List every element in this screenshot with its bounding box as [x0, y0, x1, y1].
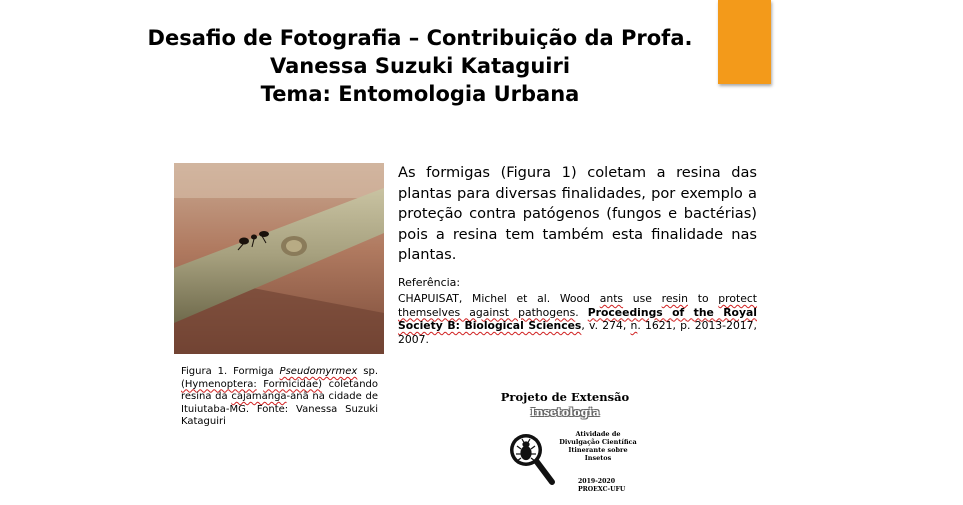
logo-line-1: Atividade de: [575, 430, 621, 438]
caption-plant: cajamanga: [231, 391, 287, 403]
title-line-3: Tema: Entomologia Urbana: [260, 82, 580, 106]
project-logo: [490, 388, 660, 500]
logo-title: Projeto de Extensão: [500, 390, 630, 404]
figure-caption: [181, 366, 378, 429]
ant-photo: [174, 163, 384, 354]
orange-accent-block: [718, 0, 771, 84]
title-line-2: Vanessa Suzuki Kataguiri: [269, 54, 571, 78]
slide-title: [120, 24, 720, 108]
title-line-1: Desafio de Fotografia – Contribuição da Profa.: [147, 26, 693, 50]
caption-text-2: -anã na cidade de Ituiutaba-MG. Fonte: Vanessa Suzuki Kataguiri: [181, 391, 378, 428]
logo-footer: [578, 478, 625, 494]
caption-family: Formicidae): [263, 378, 323, 390]
logo-subtitle: Insetologia: [530, 406, 600, 419]
ref-protect: protect: [718, 292, 758, 305]
caption-prefix: Figura 1. Formiga: [181, 366, 280, 377]
magnifier-beetle-icon: [506, 430, 556, 490]
ref-pages: . 1621, p. 2013-2017, 2007.: [398, 319, 757, 346]
ref-ants: ants: [599, 292, 624, 305]
logo-line-2: Divulgação Científica: [559, 438, 637, 446]
logo-line-3: Itinerante sobre: [568, 446, 628, 454]
caption-species: Pseudomyrmex: [279, 366, 358, 377]
caption-text-1: coletando resina da: [181, 378, 378, 403]
ref-journal: Proceedings of the Royal Society B: Biological Sciences: [398, 305, 757, 333]
ref-resin: resin: [661, 292, 688, 305]
ref-number-abbrev: n: [630, 319, 638, 333]
reference-text: [398, 292, 757, 346]
caption-order: (Hymenoptera:: [181, 378, 257, 390]
logo-line-4: Insetos: [584, 454, 612, 462]
logo-years: 2019-2020: [578, 478, 616, 485]
ref-use: use: [623, 292, 662, 305]
ref-to: to: [687, 292, 719, 305]
ref-themselves: themselves against pathogens: [398, 305, 576, 319]
logo-org: PROEXC-UFU: [578, 486, 626, 493]
reference-label: Referência:: [398, 276, 461, 289]
body-paragraph: As formigas (Figura 1) coletam a resina das plantas para diversas finalidades, por exemplo a proteção contra patógenos (fungos e bactérias) pois a resina tem também esta finalidade nas plantas.: [398, 164, 757, 263]
caption-sp: sp.: [357, 366, 379, 377]
ref-authors: CHAPUISAT, Michel et al. Wood: [398, 292, 600, 305]
ref-volume: , v. 274,: [581, 319, 631, 333]
logo-description: [558, 430, 638, 462]
ref-dot: .: [575, 305, 588, 319]
